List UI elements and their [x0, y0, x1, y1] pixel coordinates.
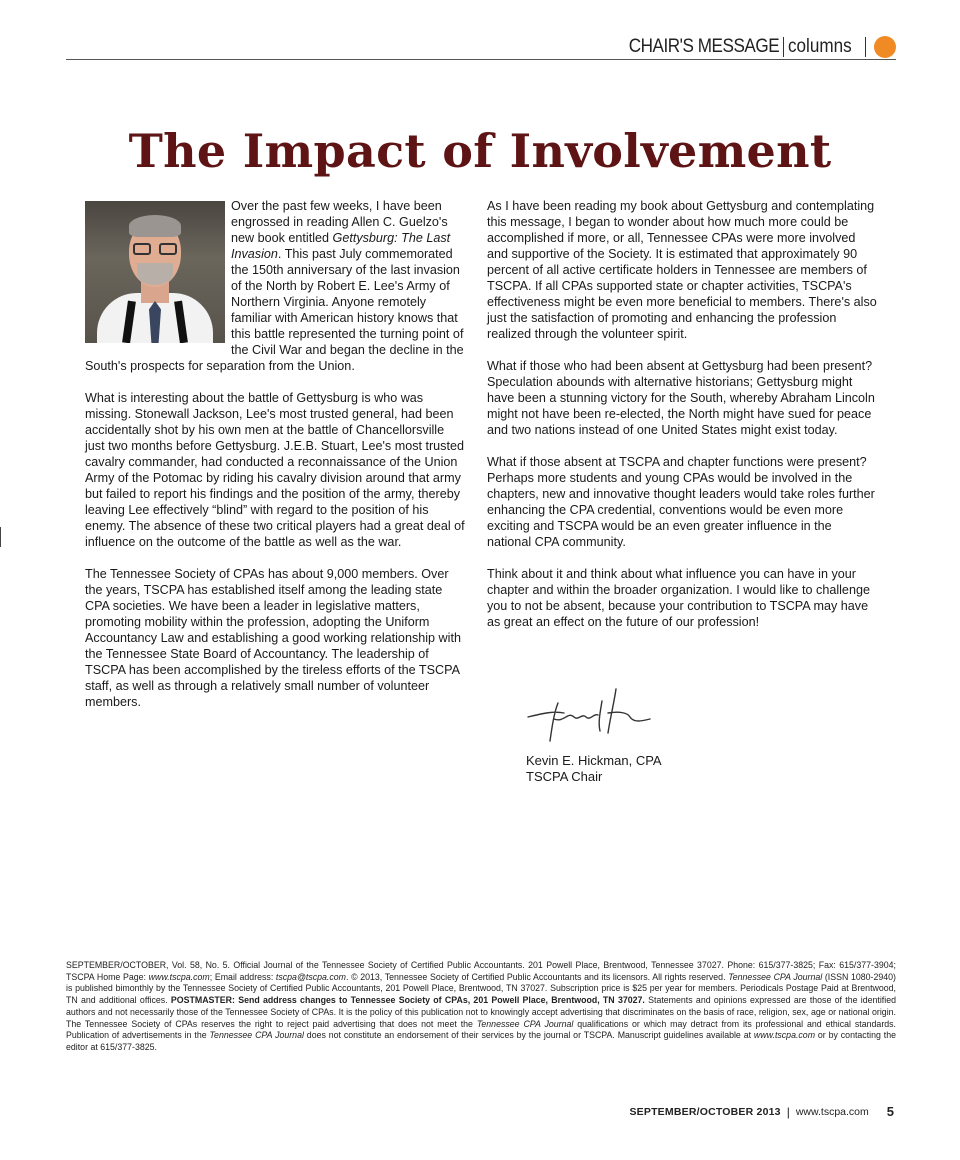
paragraph: As I have been reading my book about Gettysburg and contemplating this message, I began to wonder about how much more could be accomplished if more, or all, Tennessee CPAs were more involved and supportive of the Society. It is estimated that approximately 90 percent of all active certificate holders in Tennessee are members of TSCPA. If all CPAs supported state or chapter activities, TSCPA's effectiveness might be even more beneficial to members. There's also just the satisfaction of promoting and enhancing the profession realized through the volunteer spirit.: [487, 199, 877, 341]
homepage-link[interactable]: www.tscpa.com: [148, 971, 210, 982]
paragraph: The Tennessee Society of CPAs has about 9,000 members. Over the years, TSCPA has established itself among the leading state CPA societies. We have been a leader in legislative matters, promoting mobility within the profession, adopting the Uniform Accountancy Law and establishing a good working relationship with the Tennessee State Board of Accountancy. The leadership of TSCPA has been accomplished by the tireless efforts of the TSCPA staff, as well as through a relatively small number of volunteer members.: [85, 567, 461, 709]
orange-dot-icon: [874, 36, 896, 58]
paragraph: Think about it and think about what influence you can have in your chapter and within the broader organization. I would like to challenge you to not be absent, because your contribution to TSCPA may have as great an effect on the future of our profession!: [487, 567, 870, 629]
author-signature-block: [526, 753, 662, 785]
section-divider: [783, 37, 784, 57]
page-header: [66, 32, 896, 60]
right-column: [487, 198, 877, 646]
signature-image: [524, 683, 664, 753]
paragraph: What is interesting about the battle of Gettysburg is who was missing. Stonewall Jackson, Lee's most trusted general, had been accidentally shot by his own men at the battle of Chancellorsville just two months before Gettysburg. J.E.B. Stuart, Lee's most trusted cavalry commander, had conducted a reconnaissance of the Union Army of the Potomac by riding his cavalry division around that army but failed to report his findings and the position of the army, thereby leaving Lee effectively “blind” with regard to the position of his enemy. The absence of these two critical players had a great deal of influence on the outcome of the battle as well as the war.: [85, 391, 465, 549]
paragraph: Over the past few weeks, I have been engrossed in reading Allen C. Guelzo's new book entitled Gettysburg: The Last Invasion. This past July commemorated the 150th anniversary of the last invasion of the North by Robert E. Lee's Army of Northern Virginia. Anyone remotely familiar with American history knows that this battle represented the turning point of the Civil War and began the decline in the South's prospects for separation from the Union.: [85, 199, 464, 373]
paragraph: What if those absent at TSCPA and chapter functions were present? Perhaps more students and young CPAs would be involved in the chapters, new and innovative thought leaders would take roles further enhancing the CPA credential, conventions would be even more exciting and TSCPA would be an even greater influence in the national CPA community.: [487, 455, 875, 549]
publication-notice: SEPTEMBER/OCTOBER, Vol. 58, No. 5. Official Journal of the Tennessee Society of Certified Public Accountants. 201 Powell Place, Brentwood, Tennessee 37027. Phone: 615/377-3825; Fax: 615/377-3904; TSCPA Home Page: www.tscpa.com; Email address: tscpa@tscpa.com. © 2013, Tennessee Society of Certified Public Accountants and its licensors. All rights reserved. Tennessee CPA Journal (ISSN 1080-2940) is published bimonthly by the Tennessee Society of Certified Public Accountants, 201 Powell Place, Brentwood, TN 37027. Subscription price is $25 per year for members. Periodicals Postage Paid at Brentwood, TN and additional offices. POSTMASTER: Send address changes to Tennessee Society of CPAs, 201 Powell Place, Brentwood, TN 37027. Statements and opinions expressed are those of the identified authors and not necessarily those of the Tennessee Society of CPAs. It is the policy of this publication not to knowingly accept advertising that discriminates on the basis of race, religion, sex, age or national origin. The Tennessee Society of CPAs reserves the right to reject paid advertising that does not meet the Tennessee CPA Journal qualifications or which may detract from its professional and ethical standards. Publication of advertisements in the Tennessee CPA Journal does not constitute an endorsement of their services by the journal or TSCPA. Manuscript guidelines available at www.tscpa.com or by contacting the editor at 615/377-3825.: [66, 960, 896, 1052]
email-link[interactable]: tscpa@tscpa.com: [275, 971, 346, 982]
edge-mark: [0, 527, 1, 547]
paragraph: What if those who had been absent at Gettysburg had been present? Speculation abounds with alternative historians; Gettysburg might have been a stunning victory for the South, whereby Abraham Lincoln might not have been re-elected, the North might have sued for peace and two nations instead of one United States might exist today.: [487, 359, 875, 437]
author-title: TSCPA Chair: [526, 769, 603, 784]
footer-separator: |: [786, 1104, 790, 1119]
author-portrait: [85, 201, 225, 343]
subsection-label: columns: [788, 36, 852, 57]
guidelines-link[interactable]: www.tscpa.com: [753, 1030, 816, 1041]
section-heading: [612, 36, 896, 58]
book-title: Gettysburg: The Last Invasion: [231, 231, 451, 261]
left-column: [85, 198, 467, 726]
footer-website[interactable]: www.tscpa.com: [795, 1105, 869, 1118]
page-footer: [629, 1104, 894, 1119]
section-label: CHAIR'S MESSAGE: [628, 36, 780, 57]
section-divider: [865, 37, 866, 57]
page-number: 5: [886, 1104, 894, 1119]
postmaster-notice: POSTMASTER: Send address changes to Tennessee Society of CPAs, 201 Powell Place, Brentwood, TN 37027.: [170, 995, 645, 1006]
author-name: Kevin E. Hickman, CPA: [526, 753, 662, 768]
article-title: The Impact of Involvement: [128, 124, 832, 178]
issue-date: SEPTEMBER/OCTOBER 2013: [629, 1105, 781, 1118]
